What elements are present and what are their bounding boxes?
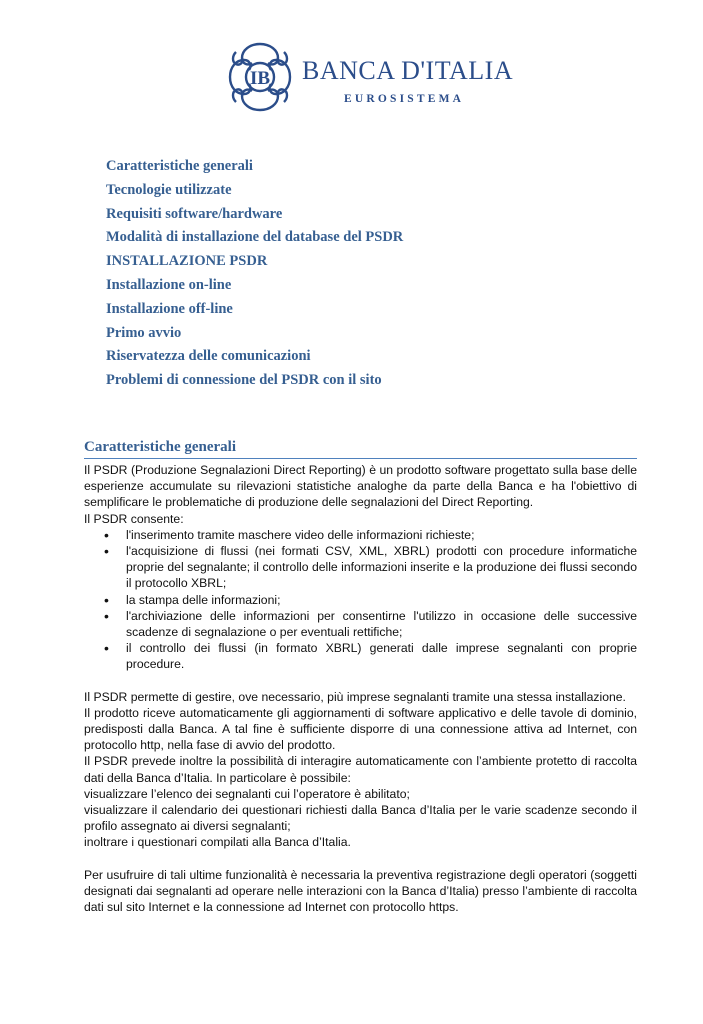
list-item: • il controllo dei flussi (in formato XBRL) generati dalle imprese segnalanti con proprie procedure. <box>126 640 637 672</box>
svg-text:IB: IB <box>249 68 271 89</box>
paragraph: inoltrare i questionari compilati alla Banca d’Italia. <box>84 835 351 850</box>
paragraph: Il PSDR (Produzione Segnalazioni Direct Reporting) è un prodotto software progettato sulla base delle esperienze accumulate su rilevazioni statistiche analoghe da parte della Banca e ha l'obiettivo di semplificare le problematiche di produzione delle segnalazioni del Direct Reporting. <box>84 463 637 510</box>
toc-item[interactable] <box>106 156 403 180</box>
toc-item[interactable] <box>106 180 403 204</box>
paragraph: Per usufruire di tali ultime funzionalità è necessaria la preventiva registrazione degli operatori (soggetti designati dai segnalanti ad operare nelle interazioni con la Banca d’Italia) presso l’ambiente di raccolta dati sul sito Internet e la connessione ad Internet con protocollo https. <box>84 867 637 915</box>
list-item: • la stampa delle informazioni; <box>126 592 637 608</box>
toc-link-installazione-psdr[interactable]: INSTALLAZIONE PSDR <box>106 253 268 270</box>
page-header <box>222 38 512 118</box>
spacer <box>84 851 637 867</box>
bank-subtitle: EUROSISTEMA <box>344 93 465 105</box>
toc-item[interactable] <box>106 299 403 323</box>
toc-link-problemi-connessione[interactable]: Problemi di connessione del PSDR con il sito <box>106 372 382 389</box>
list-item: • l'archiviazione delle informazioni per consentirne l'utilizzo in occasione delle successive scadenze di segnalazione o per eventuali rettifiche; <box>126 608 637 640</box>
paragraph: Il PSDR consente: <box>84 511 184 526</box>
section-heading: Caratteristiche generali <box>84 438 637 459</box>
toc-link-tecnologie-utilizzate[interactable]: Tecnologie utilizzate <box>106 181 232 198</box>
toc-link-modalita-installazione[interactable]: Modalità di installazione del database del PSDR <box>106 229 404 246</box>
toc-link-caratteristiche-generali[interactable]: Caratteristiche generali <box>106 158 253 174</box>
toc-link-primo-avvio[interactable]: Primo avvio <box>106 324 182 341</box>
paragraph: visualizzare l’elenco dei segnalanti cui l’operatore è abilitato; <box>84 786 410 801</box>
toc-item[interactable] <box>106 346 403 370</box>
paragraph: Il PSDR prevede inoltre la possibilità di interagire automaticamente con l’ambiente protetto di raccolta dati della Banca d’Italia. In particolare è possibile: <box>84 754 637 785</box>
toc-link-requisiti[interactable]: Requisiti software/hardware <box>106 205 283 222</box>
toc-item[interactable] <box>106 275 403 299</box>
toc-link-riservatezza[interactable]: Riservatezza delle comunicazioni <box>106 348 311 365</box>
list-item: • l'acquisizione di flussi (nei formati CSV, XML, XBRL) prodotti con procedure informatiche proprie del segnalante; il controllo delle informazioni inserite e la produzione dei flussi secondo il protocollo XBRL; <box>126 543 637 592</box>
toc-item[interactable] <box>106 204 403 228</box>
toc-link-installazione-off-line[interactable]: Installazione off-line <box>106 300 233 317</box>
section-body <box>84 462 637 915</box>
toc-link-installazione-on-line[interactable]: Installazione on-line <box>106 276 232 293</box>
paragraph: Il prodotto riceve automaticamente gli aggiornamenti di software applicativo e delle tavole di dominio, predisposti dalla Banca. A tal fine è sufficiente disporre di una connessione attiva ad Internet, con protocollo http, nella fase di avvio del prodotto. <box>84 705 637 753</box>
toc-item[interactable] <box>106 251 403 275</box>
table-of-contents <box>106 156 403 394</box>
bullet-list <box>84 527 637 673</box>
list-item: • l'inserimento tramite maschere video delle informazioni richieste; <box>126 527 637 543</box>
paragraph: visualizzare il calendario dei questionari richiesti dalla Banca d’Italia per le varie scadenze secondo il profilo assegnato ai diversi segnalanti; <box>84 803 637 834</box>
paragraph: Il PSDR permette di gestire, ove necessario, più imprese segnalanti tramite una stessa installazione. <box>84 689 626 704</box>
toc-item[interactable] <box>106 370 403 394</box>
banca-italia-monogram-icon <box>222 38 298 116</box>
bank-name: BANCA D'ITALIA <box>302 56 514 85</box>
toc-item[interactable] <box>106 227 403 251</box>
toc-item[interactable] <box>106 323 403 347</box>
spacer <box>84 673 637 689</box>
